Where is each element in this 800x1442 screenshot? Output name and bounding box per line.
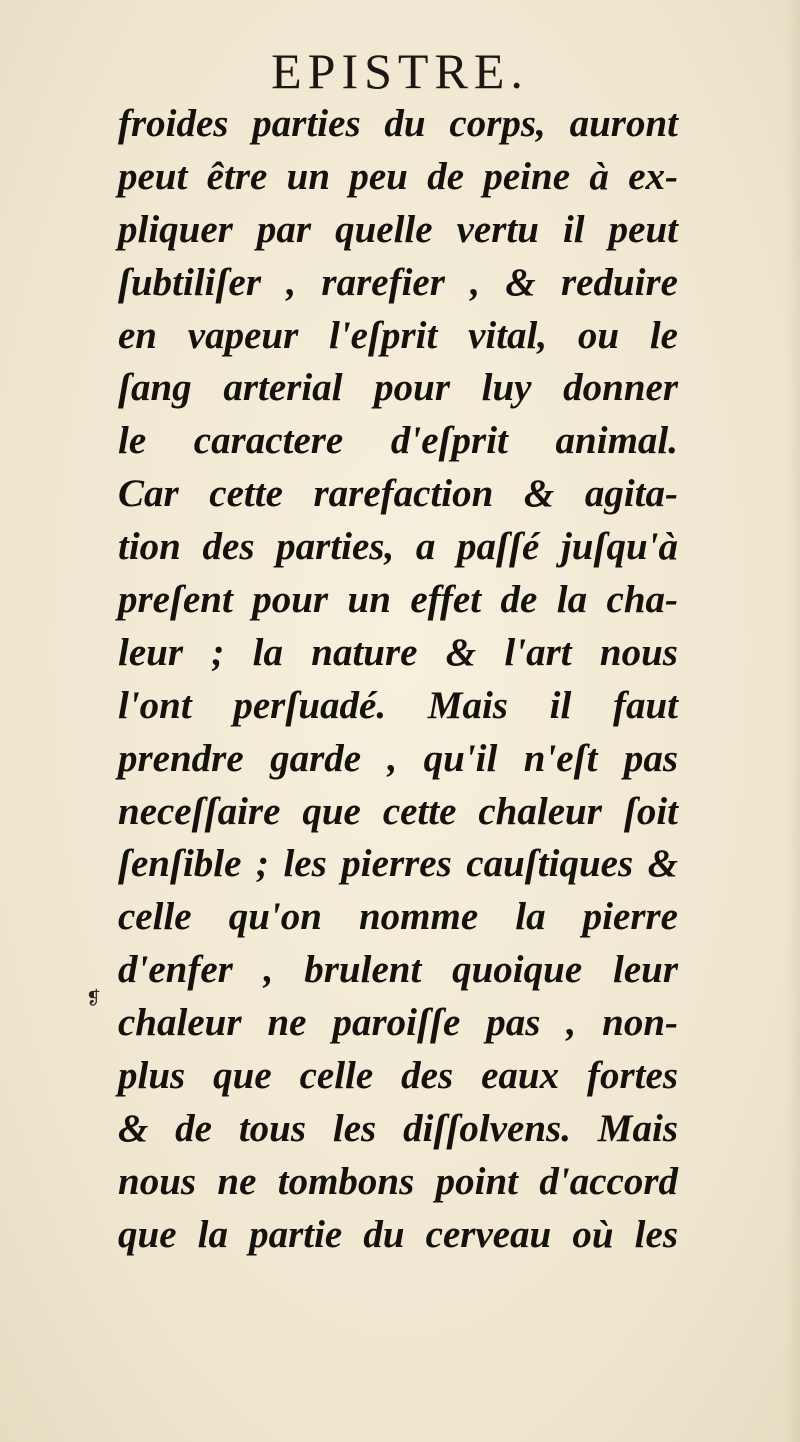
- text-line: le caractere d'eſprit animal.: [118, 419, 678, 463]
- page-edge: [786, 0, 800, 1442]
- text-line: d'enfer , brulent quoique leur: [118, 948, 678, 992]
- text-line: prendre garde , qu'il n'eſt pas: [118, 736, 678, 780]
- text-line: neceſſaire que cette chaleur ſoit: [118, 789, 678, 833]
- text-line: que la partie du cerveau où les: [118, 1212, 678, 1256]
- text-line: & de tous les diſſolvens. Mais: [118, 1106, 678, 1150]
- text-line: l'ont perſuadé. Mais il faut: [118, 683, 678, 727]
- text-line: chaleur ne paroiſſe pas , non-: [118, 1001, 678, 1045]
- text-line: froides parties du corps, auront: [118, 102, 678, 145]
- text-line: pliquer par quelle vertu il peut: [118, 207, 678, 251]
- text-line: ſubtiliſer , rarefier , & reduire: [118, 260, 678, 304]
- text-line: plus que celle des eaux fortes: [118, 1054, 678, 1098]
- signature-mark: ❡: [86, 988, 102, 1008]
- text-line: ſenſible ; les pierres cauſtiques &: [118, 842, 678, 886]
- text-line: celle qu'on nomme la pierre: [118, 895, 678, 939]
- text-line: tion des parties, a paſſé juſqu'à: [118, 525, 678, 569]
- running-head: EPISTRE.: [271, 43, 529, 99]
- text-line: ſang arterial pour luy donner: [118, 366, 678, 410]
- text-line: peut être un peu de peine à ex-: [118, 154, 678, 198]
- text-line: preſent pour un effet de la cha-: [118, 578, 678, 622]
- body-text: [118, 98, 678, 1262]
- text-line: Car cette rarefaction & agita-: [118, 472, 678, 516]
- text-line: en vapeur l'eſprit vital, ou le: [118, 313, 678, 357]
- text-line: nous ne tombons point d'accord: [118, 1159, 678, 1203]
- text-line: leur ; la nature & l'art nous: [118, 630, 678, 674]
